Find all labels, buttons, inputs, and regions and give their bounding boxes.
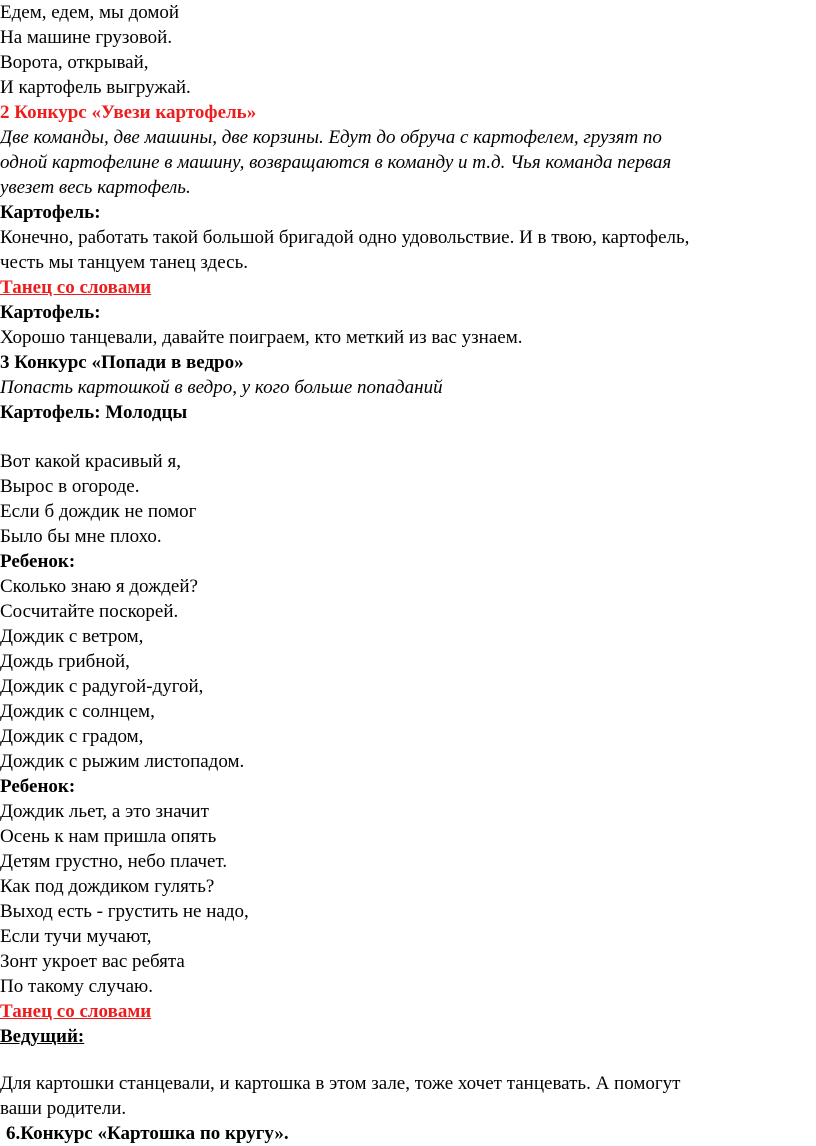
speaker-label: Картофель: Молодцы bbox=[0, 402, 188, 423]
poem-line: Детям грустно, небо плачет. bbox=[0, 851, 228, 872]
speech-line: честь мы танцуем танец здесь. bbox=[0, 252, 248, 273]
poem-line: Если б дождик не помог bbox=[0, 501, 197, 522]
poem-line: Ворота, открывай, bbox=[0, 52, 149, 73]
poem-line: Как под дождиком гулять? bbox=[0, 876, 215, 897]
poem-line: Сколько знаю я дождей? bbox=[0, 576, 198, 597]
contest-3-description: Попасть картошкой в ведро, у кого больше попаданий bbox=[0, 377, 443, 398]
speech-line: Хорошо танцевали, давайте поиграем, кто меткий из вас узнаем. bbox=[0, 327, 523, 348]
poem-line: И картофель выгружай. bbox=[0, 77, 191, 98]
poem-line: Если тучи мучают, bbox=[0, 926, 152, 947]
poem-line: Дождик с рыжим листопадом. bbox=[0, 751, 245, 772]
poem-line: Было бы мне плохо. bbox=[0, 526, 162, 547]
poem-line: Вот какой красивый я, bbox=[0, 451, 181, 472]
poem-line: Зонт укроет вас ребята bbox=[0, 951, 185, 972]
poem-line: Осень к нам пришла опять bbox=[0, 826, 217, 847]
poem-line: Дождик с градом, bbox=[0, 726, 144, 747]
speaker-label: Картофель: bbox=[0, 302, 101, 323]
poem-line: Вырос в огороде. bbox=[0, 476, 140, 497]
poem-line: Дождик льет, а это значит bbox=[0, 801, 209, 822]
poem-line: По такому случаю. bbox=[0, 976, 153, 997]
poem-line: Выход есть - грустить не надо, bbox=[0, 901, 249, 922]
speaker-label: Ребенок: bbox=[0, 551, 76, 572]
poem-line: Едем, едем, мы домой bbox=[0, 2, 180, 23]
contest-3-heading: 3 Конкурс «Попади в ведро» bbox=[0, 352, 244, 373]
dance-heading: Танец со словами bbox=[0, 277, 152, 298]
poem-line: Дождик с солнцем, bbox=[0, 701, 155, 722]
poem-line: Дождик с ветром, bbox=[0, 626, 144, 647]
speech-line: Для картошки станцевали, и картошка в этом зале, тоже хочет танцевать. А помогут bbox=[0, 1073, 681, 1094]
contest-2-description: одной картофелине в машину, возвращаются в команду и т.д. Чья команда первая bbox=[0, 152, 672, 173]
speaker-label: Ребенок: bbox=[0, 776, 76, 797]
speaker-label: Картофель: bbox=[0, 202, 101, 223]
speaker-label: Ведущий: bbox=[0, 1026, 85, 1047]
poem-line: Дождик с радугой-дугой, bbox=[0, 676, 204, 697]
poem-line: Дождь грибной, bbox=[0, 651, 130, 672]
poem-line: На машине грузовой. bbox=[0, 27, 173, 48]
speech-line: Конечно, работать такой большой бригадой одно удовольствие. И в твою, картофель, bbox=[0, 227, 690, 248]
poem-line: Сосчитайте поскорей. bbox=[0, 601, 179, 622]
contest-6-heading: 6.Конкурс «Картошка по кругу». bbox=[6, 1123, 289, 1144]
contest-2-description: увезет весь картофель. bbox=[0, 177, 191, 198]
contest-2-heading: 2 Конкурс «Увези картофель» bbox=[0, 102, 257, 123]
contest-2-description: Две команды, две машины, две корзины. Едут до обруча с картофелем, грузят по bbox=[0, 127, 662, 148]
dance-heading: Танец со словами bbox=[0, 1001, 152, 1022]
speech-line: ваши родители. bbox=[0, 1098, 127, 1119]
